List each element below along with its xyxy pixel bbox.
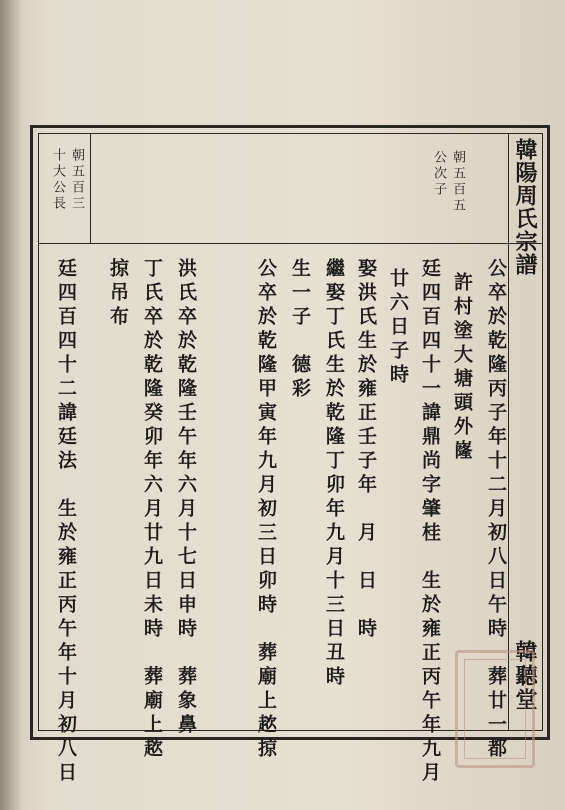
text-column: 掠吊布 xyxy=(107,258,129,330)
seal-stamp xyxy=(455,650,535,768)
text-column: 廷四百四十二諱廷法 生於雍正丙午年十月初八日 xyxy=(55,258,77,786)
text-column: 廿六日子時 xyxy=(387,268,409,388)
book-title: 韓陽周氏宗譜 xyxy=(512,138,538,276)
text-column: 洪氏卒於乾隆壬午年六月十七日申時 葬象鼻 xyxy=(175,258,197,738)
header-col-d: 公次子 xyxy=(431,150,446,198)
header-col-b: 十大公長 xyxy=(50,148,65,212)
header-col-divider xyxy=(90,133,91,243)
header-col-c: 朝五百五 xyxy=(450,150,465,214)
hall-name: 韓聽堂 xyxy=(512,640,538,712)
text-column: 許村塗大塘頭外嶐 xyxy=(451,272,473,464)
text-column: 生一子 德彩 xyxy=(289,258,311,402)
header-col-a: 朝五百三 xyxy=(69,148,84,212)
text-column: 繼娶丁氏生於乾隆丁卯年九月十三日丑時 xyxy=(323,258,345,690)
header-divider xyxy=(38,243,543,244)
text-column: 廷四百四十一諱鼎尚字肇桂 生於雍正丙午年九月 xyxy=(419,258,441,786)
text-column: 娶洪氏生於雍正壬子年 月 日 時 xyxy=(355,258,377,642)
text-column: 丁氏卒於乾隆癸卯年六月廿九日未時 葬廟上趑 xyxy=(141,258,163,762)
text-column: 公卒於乾隆丙子年十二月初八日午時 葬廿一都 xyxy=(485,258,507,762)
book-spine xyxy=(0,0,22,810)
text-column: 公卒於乾隆甲寅年九月初三日卯時 葬廟上趑掠 xyxy=(255,258,277,762)
title-col-divider xyxy=(508,133,509,731)
